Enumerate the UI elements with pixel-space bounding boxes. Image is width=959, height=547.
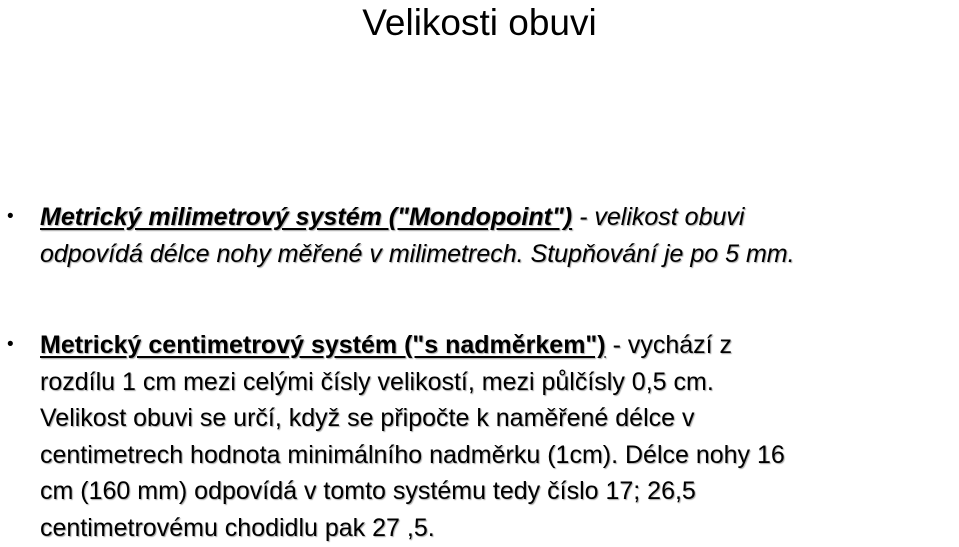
bullet-line: [40, 199, 955, 236]
bullet-text: [40, 199, 955, 272]
bullet-line-text: rozdílu 1 cm mezi celými čísly velikostí, mezi půlčísly 0,5 cm.: [40, 367, 714, 396]
bullet-line-text: Velikost obuvi se určí, když se připočte k naměřené délce v: [40, 404, 695, 432]
bullet-term: Metrický centimetrový systém ("s nadměrkem"): [40, 331, 606, 359]
bullet-line-text: - vychází z: [605, 331, 733, 359]
bullet-line-text: cm (160 mm) odpovídá v tomto systému tedy číslo 17; 26,5: [40, 477, 696, 505]
bullet-line-text: centimetrovému chodidlu pak 27 ,5.: [40, 513, 435, 542]
slide-title: Velikosti obuvi: [362, 2, 597, 43]
bullet-line: [40, 327, 955, 364]
bullet-icon: •: [7, 206, 14, 227]
bullet-line-text: odpovídá délce nohy měřené v milimetrech. Stupňování je po 5 mm.: [40, 239, 795, 268]
bullet-line-text: - velikost obuvi: [572, 203, 745, 231]
bullet-text: [40, 327, 955, 546]
bullet-icon: •: [7, 334, 14, 355]
bullet-line-text: centimetrech hodnota minimálního nadměrku (1cm). Délce nohy 16: [40, 440, 785, 469]
bullet-term: Metrický milimetrový systém ("Mondopoint"): [40, 203, 573, 231]
